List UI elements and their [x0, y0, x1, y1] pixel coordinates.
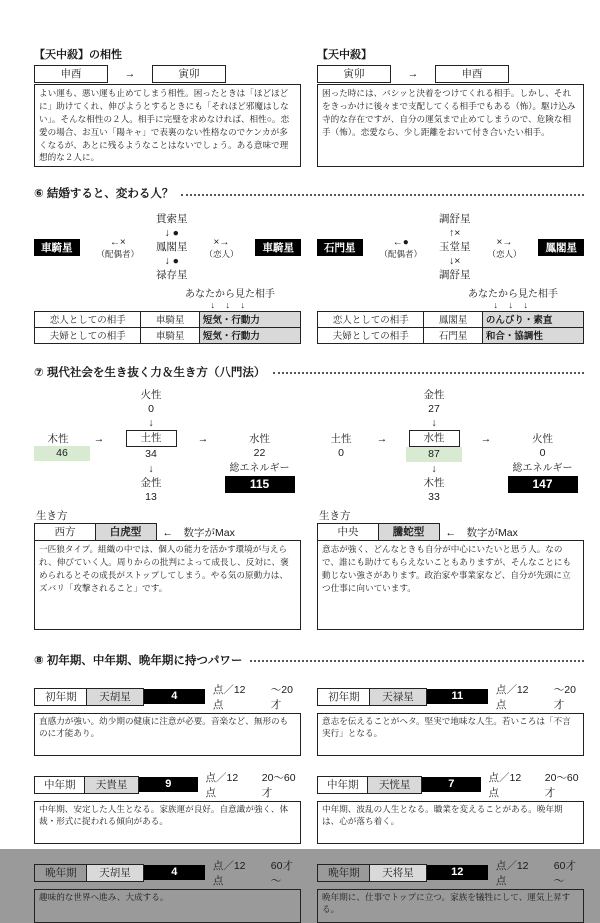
spouse-result-star: 車騎星: [34, 239, 80, 256]
hachimon-right-column: [317, 380, 584, 630]
score-unit: 点／12点: [488, 771, 522, 799]
center-element: [116, 430, 186, 461]
type-cell: 騰蛇型: [378, 523, 440, 541]
score-unit: 点／12点: [495, 683, 529, 711]
period-star: 天貴星: [84, 776, 139, 794]
marriage-heading-row: [34, 185, 584, 201]
age-range: ～20才: [270, 683, 293, 711]
down-arrow-icon: ↓×: [449, 254, 461, 267]
marriage-left-column: [34, 201, 301, 343]
total-energy-value: 115: [225, 476, 295, 493]
row-star: 車騎星: [141, 327, 200, 343]
element-label: 火性: [532, 433, 553, 446]
spouse-relation: [379, 236, 422, 260]
period-header: [34, 682, 301, 712]
spouse-relation: [96, 236, 139, 260]
right-arrow-glyph: →: [407, 68, 419, 80]
period-block: [34, 858, 301, 923]
direction-cell: 西方: [34, 523, 96, 541]
period-block: [317, 682, 584, 756]
hachimon-heading-row: [34, 364, 584, 380]
relation-arrow: ×→: [213, 236, 230, 248]
row-trait: 短気・行動力: [199, 327, 300, 343]
period-score: 7: [422, 777, 480, 792]
table-row: [318, 327, 584, 343]
triple-down-arrows-icon: ↓ ↓ ↓: [210, 299, 249, 310]
spouse-result-star: 石門星: [317, 239, 363, 256]
lifestyle-label: 生き方: [36, 510, 68, 523]
periods-section: [34, 652, 584, 923]
tenchusatsu-left-title: 【天中殺】の相性: [34, 49, 122, 61]
period-name: 初年期: [317, 688, 371, 706]
max-note: ← 数字がMax: [162, 526, 235, 539]
period-name: 中年期: [34, 776, 86, 794]
period-score: 4: [144, 865, 205, 880]
element-flow-diagram: [34, 388, 301, 504]
element-value-highlighted: 87: [406, 447, 462, 461]
element-value-highlighted: 46: [34, 446, 90, 460]
marriage-diagrams: [34, 201, 584, 343]
period-description: 趣味的な世界へ進み、大成する。: [34, 889, 301, 923]
lover-result-star: 車騎星: [255, 239, 301, 256]
marriage-right-column: [317, 201, 584, 343]
period-description: 中年期、波乱の人生となる。職業を変えることがある。晩年期は、心が落ち着く。: [317, 801, 584, 844]
period-star: 天胡星: [86, 864, 143, 882]
direction-cell: 中央: [317, 523, 379, 541]
tenchusatsu-right-column: [317, 46, 584, 167]
zodiac-box-from: 申酉: [34, 65, 108, 83]
top-star: 貫索星: [155, 213, 188, 226]
lifestyle-description: 意志が強く、どんなときも自分が中心にいたいと思う人。なので、誰にも助けてもらえないこともありますが、そんなことにも動じない強さがあります。政治家や事業家など、自分が先頭に立つ仕事に向いています。: [317, 540, 584, 630]
total-energy-value: 147: [508, 476, 578, 493]
element-value: 0: [539, 447, 546, 460]
relation-label: （恋人）: [487, 248, 522, 259]
hachimon-heading: ⑦ 現代社会を生き抜く力＆生き方（八門法）: [34, 366, 266, 379]
period-header: [317, 858, 584, 888]
top-element: [116, 388, 186, 431]
period-block: [34, 682, 301, 756]
hachimon-left-column: [34, 380, 301, 630]
period-block: [317, 770, 584, 844]
center-star: 鳳閣星: [155, 241, 188, 254]
row-label: 恋人としての相手: [318, 311, 424, 327]
period-score: 12: [427, 865, 488, 880]
down-arrow-icon: ↓: [431, 462, 437, 475]
dotted-leader: [181, 191, 584, 196]
period-header: [317, 770, 584, 800]
age-range: 20～60才: [544, 771, 579, 799]
hachimon-section: [34, 364, 584, 630]
marriage-section: [34, 185, 584, 343]
down-arrow-icon: ↓: [148, 416, 154, 429]
seen-from-you-label: あなたから見た相手: [185, 288, 275, 300]
row-trait: のんびり・素直: [482, 311, 583, 327]
period-name: 晩年期: [34, 864, 88, 882]
element-value: 22: [253, 447, 266, 460]
period-star: 天恍星: [367, 776, 422, 794]
relation-arrow: ×→: [496, 236, 513, 248]
row-trait: 和合・協調性: [482, 327, 583, 343]
row-star: 車騎星: [141, 311, 200, 327]
element-value: 34: [145, 448, 157, 461]
row-trait: 短気・行動力: [199, 311, 300, 327]
zodiac-box-from: 寅卯: [317, 65, 391, 83]
dotted-leader: [273, 369, 584, 374]
down-arrow-icon: ↓: [431, 416, 437, 429]
score-unit: 点／12点: [495, 859, 529, 887]
relation-arrow: ←×: [109, 236, 126, 248]
period-header: [317, 682, 584, 712]
score-unit: 点／12点: [212, 859, 246, 887]
table-row: [35, 327, 301, 343]
right-arrow-glyph: →: [124, 68, 136, 80]
row-star: 石門星: [424, 327, 483, 343]
zodiac-box-to: 申酉: [435, 65, 509, 83]
lifestyle-header: [34, 523, 301, 541]
top-element: [399, 388, 469, 431]
period-header: [34, 770, 301, 800]
periods-heading-row: [34, 652, 584, 668]
marriage-left-diagram: [34, 213, 301, 282]
element-value: 0: [338, 447, 344, 460]
max-note: ← 数字がMax: [445, 526, 518, 539]
table-row: [35, 311, 301, 327]
periods-row-early: [34, 682, 584, 756]
dotted-leader: [250, 657, 584, 662]
element-label: 金性: [423, 388, 445, 401]
marriage-right-diagram: [317, 213, 584, 282]
element-value: 13: [145, 490, 157, 503]
partner-traits-table: [34, 311, 301, 344]
lifestyle-label: 生き方: [319, 510, 351, 523]
period-header: [34, 858, 301, 888]
period-block: [317, 858, 584, 923]
west-element: [34, 430, 82, 460]
seen-from-you-label: あなたから見た相手: [468, 288, 558, 300]
relation-label: （配偶者）: [379, 248, 422, 259]
period-description: 中年期、安定した人生となる。家族運が良好。自意識が強く、体裁・形式に捉われる傾向がある。: [34, 801, 301, 844]
type-cell: 白虎型: [95, 523, 157, 541]
zodiac-box-to: 寅卯: [152, 65, 226, 83]
right-arrow-icon: →: [197, 433, 209, 446]
period-star: 天胡星: [86, 688, 143, 706]
relation-label: （恋人）: [204, 248, 239, 259]
total-energy: [220, 462, 299, 505]
row-label: 恋人としての相手: [35, 311, 141, 327]
table-row: [318, 311, 584, 327]
lifestyle-header: [317, 523, 584, 541]
triple-down-arrows-icon: ↓ ↓ ↓: [493, 299, 532, 310]
periods-row-late: [34, 858, 584, 923]
lifestyle-description: 一匹狼タイプ。組織の中では、個人の能力を活かす環境が与えられ、伸びていく人。周りからの批判によって成長し、反対に、褒められるとその成長がストップしてしまう。やる気の原動力は、ズバリ「攻撃されること」です。: [34, 540, 301, 630]
bottom-star: 禄存星: [155, 268, 188, 281]
period-star: 天将星: [369, 864, 426, 882]
age-range: 60才～: [270, 859, 293, 887]
bottom-star: 調舒星: [438, 268, 471, 281]
down-arrow-icon: ↓ ●: [164, 254, 179, 267]
element-label: 水性: [249, 433, 270, 446]
element-label-boxed: 土性: [126, 430, 177, 447]
period-name: 晩年期: [317, 864, 371, 882]
element-flow-diagram: [317, 388, 584, 504]
partner-traits-table: [317, 311, 584, 344]
row-star: 鳳閣星: [424, 311, 483, 327]
element-value: 33: [428, 490, 440, 503]
tenchusatsu-right-pair: [317, 65, 584, 83]
lover-result-star: 鳳閣星: [538, 239, 584, 256]
total-energy: [503, 462, 582, 505]
tenchusatsu-section: [34, 46, 584, 167]
tenchusatsu-left-column: [34, 46, 301, 167]
element-label-boxed: 水性: [409, 430, 460, 447]
element-label: 木性: [47, 433, 69, 446]
score-unit: 点／12点: [212, 683, 246, 711]
right-arrow-icon: →: [93, 433, 105, 446]
up-arrow-icon: ↑×: [449, 227, 461, 240]
total-energy-label: 総エネルギー: [229, 462, 290, 474]
west-element: [317, 430, 365, 460]
tenchusatsu-right-title: 【天中殺】: [317, 49, 372, 61]
age-range: ～20才: [553, 683, 576, 711]
right-arrow-icon: →: [376, 433, 388, 446]
hachimon-diagrams: [34, 380, 584, 630]
row-label: 夫婦としての相手: [318, 327, 424, 343]
element-label: 土性: [330, 433, 352, 446]
center-element: [399, 430, 469, 461]
period-description: 意志を伝えることがヘタ。堅実で地味な人生。若いころは「不言実行」となる。: [317, 713, 584, 756]
period-score: 11: [427, 689, 488, 704]
period-score: 4: [144, 689, 205, 704]
period-name: 中年期: [317, 776, 369, 794]
own-stars-column: [156, 213, 188, 282]
tenchusatsu-left-pair: [34, 65, 301, 83]
period-description: 晩年期に、仕事でトップに立つ。家族を犠牲にして、運気上昇する。: [317, 889, 584, 923]
bottom-element: [399, 462, 469, 505]
center-star: 玉堂星: [438, 241, 471, 254]
own-stars-column: [439, 213, 471, 282]
age-range: 20～60才: [261, 771, 296, 799]
relation-label: （配偶者）: [96, 248, 139, 259]
periods-heading: ⑧ 初年期、中年期、晩年期に持つパワー: [34, 654, 243, 667]
element-label: 火性: [140, 388, 162, 401]
east-element: [220, 430, 299, 460]
down-arrow-icon: ↓: [148, 462, 154, 475]
down-arrow-icon: ↓ ●: [164, 227, 179, 240]
element-value: 0: [148, 402, 154, 415]
lover-relation: [487, 236, 521, 260]
relation-arrow: ←●: [392, 236, 409, 248]
element-label: 木性: [423, 476, 445, 489]
right-arrow-icon: →: [480, 433, 492, 446]
period-score: 9: [139, 777, 197, 792]
east-element: [503, 430, 582, 460]
period-star: 天禄星: [369, 688, 426, 706]
periods-row-middle: [34, 770, 584, 844]
element-label: 金性: [140, 476, 162, 489]
period-description: 直感力が強い。幼少期の健康に注意が必要。音楽など、無形のものに才能あり。: [34, 713, 301, 756]
tenchusatsu-right-description: 困った時には、バシッと決着をつけてくれる相手。しかし、それをきっかけに後々まで支配してくる相手でもある（怖）。駆け込み寺的な存在ですが、自分の運気まで止めてしまうので、危険な相手（怖）。恋愛なら、少し距離をおいて付き合いたい相手。: [317, 84, 584, 167]
row-label: 夫婦としての相手: [35, 327, 141, 343]
lover-relation: [204, 236, 238, 260]
marriage-heading: ⑥ 結婚すると、変わる人？: [34, 188, 174, 201]
period-block: [34, 770, 301, 844]
element-value: 27: [428, 402, 440, 415]
top-star: 調舒星: [438, 213, 471, 226]
tenchusatsu-left-description: よい運も、悪い運も止めてしまう相性。困ったときは「ほどほどに」助けてくれ、伸びようとするときにも「それほど邪魔はしない」。そんな相性の２人。相手に完璧を求めなければ、相性○。恋愛の場合、お互い「陽キャ」で表裏のない性格なのでケンカが多くなるが、あとに残るようなことはないでしょう。ある意味で理想的な２人に。: [34, 84, 301, 167]
total-energy-label: 総エネルギー: [512, 462, 573, 474]
score-unit: 点／12点: [205, 771, 239, 799]
period-name: 初年期: [34, 688, 88, 706]
bottom-element: [116, 462, 186, 505]
age-range: 60才～: [553, 859, 576, 887]
